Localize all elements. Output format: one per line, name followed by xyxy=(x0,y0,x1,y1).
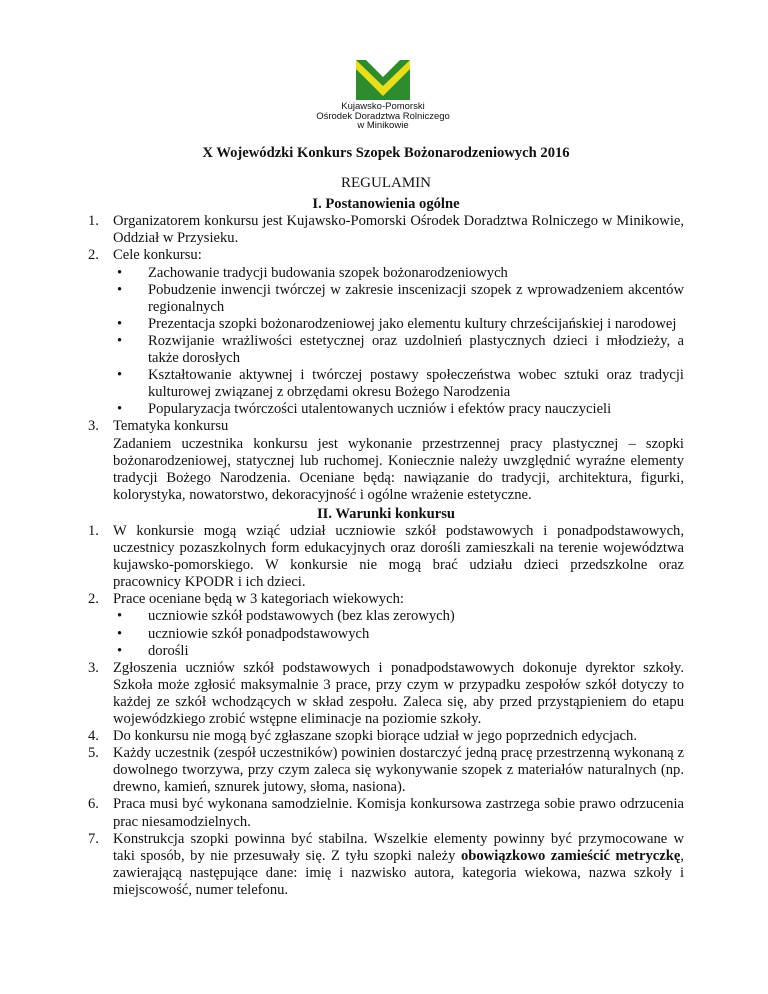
document-subtitle: REGULAMIN xyxy=(341,175,431,192)
section-1-title: I. Postanowienia ogólne xyxy=(312,196,460,213)
bullet-icon: • xyxy=(117,332,123,349)
bullet-text: Prezentacja szopki bożonarodzeniowej jako elementu kultury chrześcijańskiej i narodowej xyxy=(148,315,677,332)
bullet-item xyxy=(113,265,684,282)
item-number: 1. xyxy=(88,213,99,230)
section-1-list xyxy=(88,213,684,504)
item-text: Praca musi być wykonana samodzielnie. Komisja konkursowa zastrzega sobie prawo odrzucenia prac niesamodzielnych. xyxy=(113,796,684,830)
kpodr-logo xyxy=(356,60,410,100)
item-number: 5. xyxy=(88,745,99,762)
list-item xyxy=(88,418,684,503)
document-body xyxy=(88,145,684,899)
item-text: Cele konkursu: xyxy=(113,247,202,264)
bullet-item xyxy=(113,643,684,660)
item-number: 6. xyxy=(88,796,99,813)
bullet-text: dorośli xyxy=(148,642,189,659)
bullet-item xyxy=(113,401,684,418)
bullet-item xyxy=(113,608,684,625)
bullet-icon: • xyxy=(117,642,123,659)
list-item xyxy=(88,660,684,728)
item-text: Tematyka konkursu xyxy=(113,418,229,435)
bullet-item xyxy=(113,316,684,333)
item-number: 4. xyxy=(88,728,99,745)
bullet-item xyxy=(113,333,684,367)
bullet-text: Rozwijanie wrażliwości estetycznej oraz uzdolnień plastycznych dzieci i młodzieży, a także dorosłych xyxy=(148,332,684,367)
item-text-bold: obowiązkowo zamieścić metryczkę xyxy=(460,847,681,864)
bullet-item xyxy=(113,282,684,316)
bullet-icon: • xyxy=(117,264,123,281)
item-text: W konkursie mogą wziąć udział uczniowie szkół podstawowych i ponadpodstawowych, uczestnicy pozaszkolnych form edukacyjnych oraz dorośli zamieszkali na terenie województwa kujawsko-pomorskiego. W konkursie nie mogą brać udziału dzieci przedszkolne oraz pracownicy KPODR i ich dzieci. xyxy=(113,522,684,591)
section-2-list xyxy=(88,523,684,899)
list-item xyxy=(88,831,684,899)
bullet-icon: • xyxy=(117,608,123,625)
bullet-icon: • xyxy=(117,315,123,332)
item-text: Organizatorem konkursu jest Kujawsko-Pomorski Ośrodek Doradztwa Rolniczego w Minikowie, Oddział w Przysieku. xyxy=(113,213,684,247)
item-number: 2. xyxy=(88,591,99,608)
list-item xyxy=(88,796,684,830)
bullet-icon: • xyxy=(117,401,123,418)
bullet-text: Zachowanie tradycji budowania szopek bożonarodzeniowych xyxy=(148,264,508,281)
item-number: 3. xyxy=(88,418,99,435)
bullet-text: Kształtowanie aktywnej i twórczej postawy społeczeństwa wobec sztuki oraz tradycji kulturowej związanej z obrzędami okresu Bożego Narodzenia xyxy=(148,367,684,401)
logo-caption xyxy=(300,102,466,131)
item-text: Do konkursu nie mogą być zgłaszane szopki biorące udział w jego poprzednich edycjach. xyxy=(113,728,637,745)
bullet-text: uczniowie szkół ponadpodstawowych xyxy=(148,625,370,642)
bullet-icon: • xyxy=(117,625,123,642)
item-number: 3. xyxy=(88,659,99,676)
bullet-icon: • xyxy=(117,281,123,298)
bullet-item xyxy=(113,367,684,401)
bullet-text: Popularyzacja twórczości utalentowanych uczniów i efektów pracy nauczycieli xyxy=(148,401,612,418)
logo-line-2: Ośrodek Doradztwa Rolniczego xyxy=(316,110,450,122)
list-item xyxy=(88,523,684,591)
list-item xyxy=(88,728,684,745)
item-number: 2. xyxy=(88,247,99,264)
goals-bullet-list xyxy=(113,265,684,419)
document-title: X Wojewódzki Konkurs Szopek Bożonarodzeniowych 2016 xyxy=(202,145,570,161)
list-item xyxy=(88,591,684,659)
item-text: Prace oceniane będą w 3 kategoriach wiekowych: xyxy=(113,591,404,608)
list-item xyxy=(88,247,684,418)
categories-bullet-list xyxy=(113,608,684,659)
list-item xyxy=(88,213,684,247)
bullet-icon: • xyxy=(117,367,123,384)
bullet-text: uczniowie szkół podstawowych (bez klas zerowych) xyxy=(148,608,455,625)
item-text-part: Konstrukcja szopki powinna być stabilna. Wszelkie elementy powinny być przymocowane w taki sposób, by nie przesuwały się. Z tyłu szopki należy xyxy=(113,830,684,864)
logo-line-1: Kujawsko-Pomorski xyxy=(341,101,425,112)
list-item xyxy=(88,745,684,796)
item-text xyxy=(113,831,684,898)
theme-paragraph: Zadaniem uczestnika konkursu jest wykonanie przestrzennej pracy plastycznej – szopki bożonarodzeniowej, statycznej lub ruchomej. Koniecznie należy uwzględnić wyraźne elementy tradycji Bożego Narodzenia. Oceniane będą: nawiązanie do tradycji, architektura, figurki, kolorystyka, nowatorstwo, dekoracyjność i ogólne wrażenie estetyczne. xyxy=(113,435,684,503)
item-text: Każdy uczestnik (zespół uczestników) powinien dostarczyć jedną pracę przestrzenną wykonaną z dowolnego tworzywa, przy czym zaleca się wykonywanie szopek z materiałów naturalnych (np. drewno, kamień, sznurek jutowy, słoma, nasiona). xyxy=(113,745,684,796)
item-number: 1. xyxy=(88,522,99,539)
bullet-item xyxy=(113,626,684,643)
section-2-title: II. Warunki konkursu xyxy=(316,505,456,522)
item-text-part: , zawierającą następujące dane: imię i nazwisko autora, kategoria wiekowa, nazwa szkoły i miejscowość, numer telefonu. xyxy=(113,847,684,898)
item-text: Zgłoszenia uczniów szkół podstawowych i ponadpodstawowych dokonuje dyrektor szkoły. Szkoła może zgłosić maksymalnie 3 prace, przy czym w przypadku zespołów szkół dotyczy to każdej ze szkół wchodzących w skład zespołu. Zaleca się, aby przed przystąpieniem do etapu wojewódzkiego zrobić wstępne eliminacje na poziomie szkoły. xyxy=(113,659,684,727)
bullet-text: Pobudzenie inwencji twórczej w zakresie inscenizacji szopek z wprowadzeniem akcentów regionalnych xyxy=(148,281,684,315)
item-number: 7. xyxy=(88,830,99,847)
logo-line-3: w Minikowie xyxy=(357,120,409,131)
